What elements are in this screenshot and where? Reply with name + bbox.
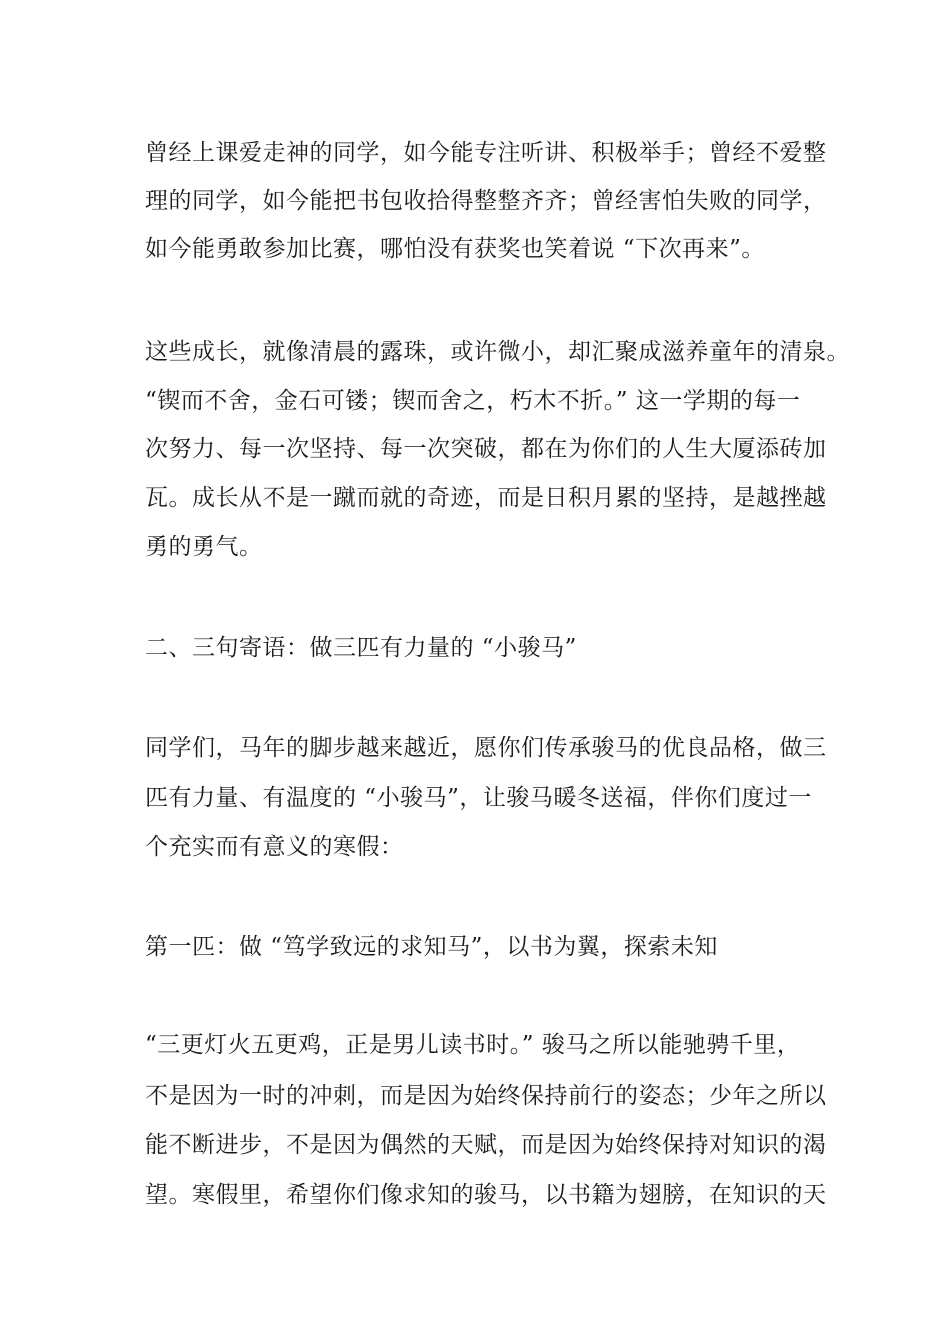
text-line: 曾经上课爱走神的同学，如今能专注听讲、积极举手；曾经不爱整 [145,140,827,166]
text-line: 这些成长，就像清晨的露珠，或许微小，却汇聚成滋养童年的清泉。 [145,339,850,365]
text-line: 瓦。成长从不是一蹴而就的奇迹，而是日积月累的坚持，是越挫越 [145,485,827,511]
text-line: 能不断进步，不是因为偶然的天赋，而是因为始终保持对知识的渴 [145,1132,827,1158]
text-line: 个充实而有意义的寒假： [145,834,404,860]
subsection-heading: 第一匹：做 “笃学致远的求知马”，以书为翼，探索未知 [145,934,718,960]
section-heading: 二、三句寄语：做三匹有力量的 “小骏马” [145,635,577,661]
text-line: “三更灯火五更鸡，正是男儿读书时。” 骏马之所以能驰骋千里， [145,1032,801,1058]
text-line: “锲而不舍，金石可镂；锲而舍之，朽木不折。” 这一学期的每一 [145,388,801,414]
text-line: 同学们，马年的脚步越来越近，愿你们传承骏马的优良品格，做三 [145,735,827,761]
text-line: 理的同学，如今能把书包收拾得整整齐齐；曾经害怕失败的同学， [145,188,827,214]
text-line: 匹有力量、有温度的 “小骏马”，让骏马暖冬送福，伴你们度过一 [145,785,812,811]
text-line: 勇的勇气。 [145,534,263,560]
text-line: 如今能勇敢参加比赛，哪怕没有获奖也笑着说 “下次再来”。 [145,236,765,262]
text-line: 不是因为一时的冲刺，而是因为始终保持前行的姿态；少年之所以 [145,1083,827,1109]
text-line: 次努力、每一次坚持、每一次突破，都在为你们的人生大厦添砖加 [145,436,827,462]
text-line: 望。寒假里，希望你们像求知的骏马，以书籍为翅膀，在知识的天 [145,1182,827,1208]
